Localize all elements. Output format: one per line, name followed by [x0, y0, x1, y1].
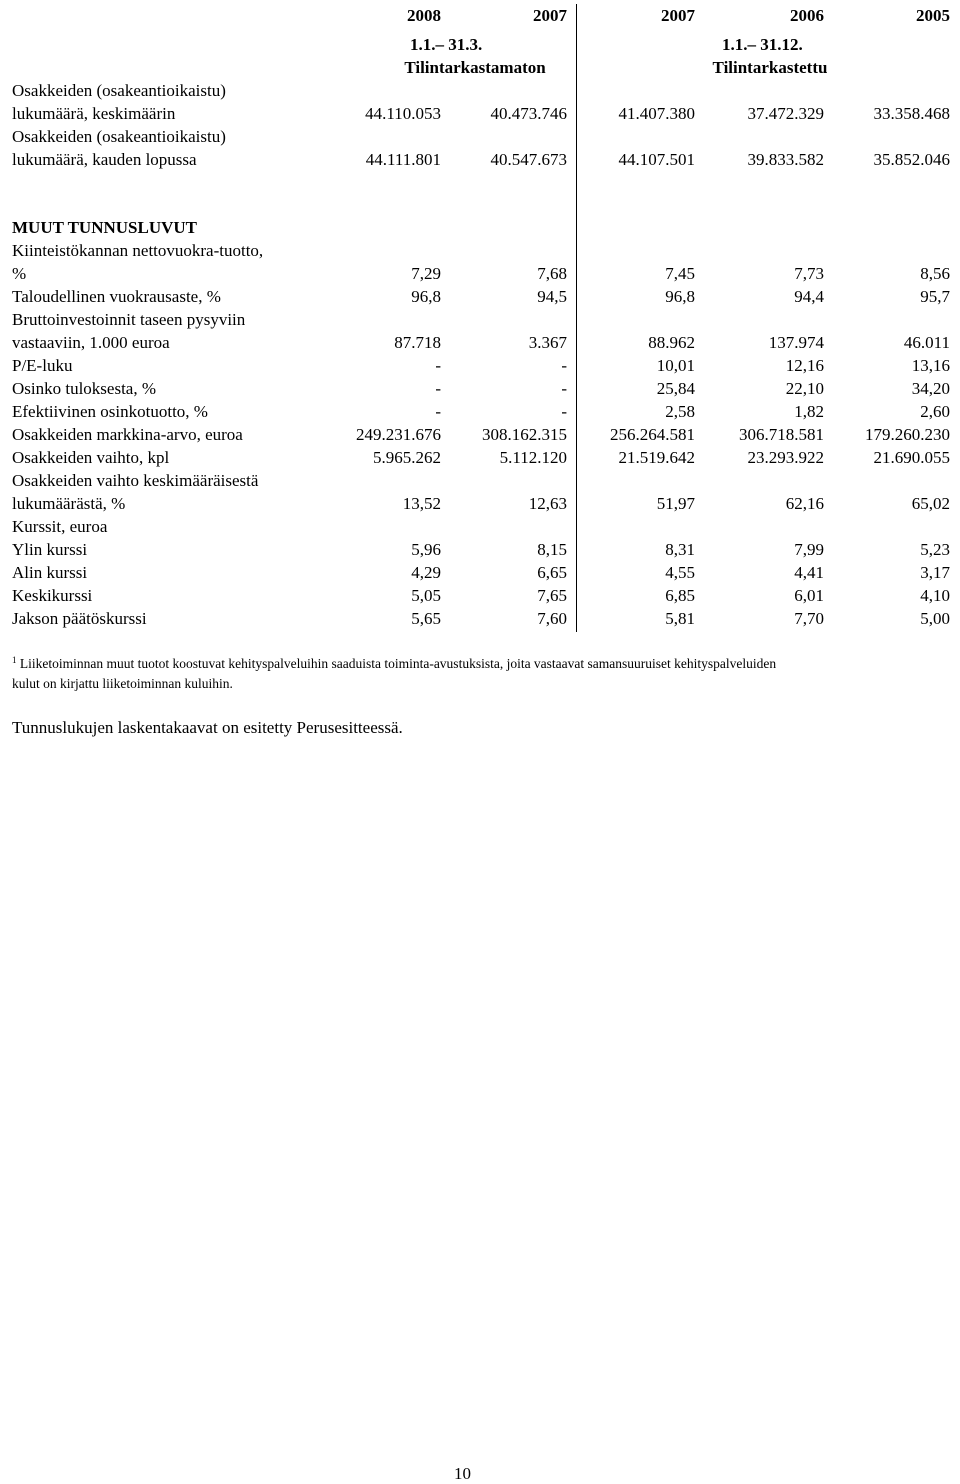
audit-status-right: Tilintarkastettu	[712, 58, 828, 77]
row-value: 35.852.046	[873, 150, 950, 169]
row-value: 6,01	[794, 586, 824, 605]
row-value: 51,97	[656, 494, 695, 513]
row-value: 13,52	[402, 494, 441, 513]
row-value: 94,5	[537, 287, 567, 306]
row-value: 8,15	[537, 540, 567, 559]
row-value: -	[561, 379, 567, 398]
year-header: 2007	[533, 6, 567, 25]
row-value: -	[435, 356, 441, 375]
row-value: 40.547.673	[490, 150, 567, 169]
row-value: 2,58	[665, 402, 695, 421]
row-value: 6,85	[665, 586, 695, 605]
row-value: 88.962	[648, 333, 695, 352]
row-label: Osakkeiden markkina-arvo, euroa	[12, 425, 243, 444]
row-value: 7,73	[794, 264, 824, 283]
row-value: 4,41	[794, 563, 824, 582]
row-value: 7,29	[411, 264, 441, 283]
row-value: 7,70	[794, 609, 824, 628]
row-value: 5.112.120	[499, 448, 567, 467]
row-value: 8,31	[665, 540, 695, 559]
period-divider	[576, 4, 577, 632]
row-value: 7,65	[537, 586, 567, 605]
row-value: -	[561, 356, 567, 375]
row-label: Taloudellinen vuokrausaste, %	[12, 287, 221, 306]
row-value: 3.367	[528, 333, 567, 352]
row-value: 5,05	[411, 586, 441, 605]
row-value: 4,10	[920, 586, 950, 605]
footnote-line-1: Liiketoiminnan muut tuotot koostuvat kehityspalveluihin saaduista toiminta-avustuksista, joita vastaavat samansuuruiset kehityspalveluiden	[19, 656, 777, 671]
row-value: 179.260.230	[865, 425, 950, 444]
row-label: MUUT TUNNUSLUVUT	[12, 218, 197, 237]
row-label: Keskikurssi	[12, 586, 93, 605]
row-value: 2,60	[920, 402, 950, 421]
footnote-line-2: kulut on kirjattu liiketoiminnan kuluihin.	[12, 676, 233, 691]
row-label: Osakkeiden vaihto, kpl	[12, 448, 170, 467]
row-label: lukumäärä, kauden lopussa	[12, 150, 197, 169]
row-value: 37.472.329	[747, 104, 824, 123]
row-value: 65,02	[911, 494, 950, 513]
row-label: %	[12, 264, 27, 283]
row-value: 94,4	[794, 287, 824, 306]
row-value: 25,84	[656, 379, 695, 398]
row-value: 5,96	[411, 540, 441, 559]
closing-note: Tunnuslukujen laskentakaavat on esitetty Perusesitteessä.	[12, 718, 403, 737]
row-value: 4,55	[665, 563, 695, 582]
year-header: 2008	[407, 6, 441, 25]
row-value: 1,82	[794, 402, 824, 421]
row-value: 308.162.315	[482, 425, 567, 444]
row-label: Jakson päätöskurssi	[12, 609, 147, 628]
row-value: 46.011	[903, 333, 950, 352]
row-label: Efektiivinen osinkotuotto, %	[12, 402, 208, 421]
period-left: 1.1.– 31.3.	[410, 35, 483, 54]
row-value: 39.833.582	[747, 150, 824, 169]
row-value: 44.107.501	[618, 150, 695, 169]
row-value: 7,68	[537, 264, 567, 283]
row-value: 137.974	[768, 333, 824, 352]
row-value: 95,7	[920, 287, 950, 306]
footnote-marker: 1	[12, 655, 17, 665]
row-label: vastaaviin, 1.000 euroa	[12, 333, 170, 352]
row-label: Osakkeiden (osakeantioikaistu)	[12, 81, 226, 100]
row-label: Osakkeiden vaihto keskimääräisestä	[12, 471, 259, 490]
row-value: 5.965.262	[373, 448, 441, 467]
row-label: P/E-luku	[12, 356, 73, 375]
row-value: 41.407.380	[618, 104, 695, 123]
audit-status-left: Tilintarkastamaton	[404, 58, 546, 77]
row-value: 5,81	[665, 609, 695, 628]
row-value: 5,65	[411, 609, 441, 628]
row-value: 6,65	[537, 563, 567, 582]
row-value: 33.358.468	[873, 104, 950, 123]
row-value: 256.264.581	[610, 425, 695, 444]
row-value: 21.690.055	[873, 448, 950, 467]
row-label: Bruttoinvestoinnit taseen pysyviin	[12, 310, 246, 329]
row-value: 22,10	[785, 379, 824, 398]
row-value: -	[435, 379, 441, 398]
row-value: 3,17	[920, 563, 950, 582]
row-label: Kiinteistökannan nettovuokra-tuotto,	[12, 241, 264, 260]
row-label: Osinko tuloksesta, %	[12, 379, 157, 398]
row-value: 306.718.581	[739, 425, 824, 444]
row-value: 34,20	[911, 379, 950, 398]
row-value: 23.293.922	[747, 448, 824, 467]
row-label: lukumäärä, keskimäärin	[12, 104, 176, 123]
row-value: 96,8	[665, 287, 695, 306]
row-value: 10,01	[656, 356, 695, 375]
row-label: Osakkeiden (osakeantioikaistu)	[12, 127, 226, 146]
row-value: 8,56	[920, 264, 950, 283]
row-value: 12,63	[528, 494, 567, 513]
row-value: 5,23	[920, 540, 950, 559]
row-value: 13,16	[911, 356, 950, 375]
row-value: -	[435, 402, 441, 421]
row-value: 249.231.676	[356, 425, 441, 444]
row-value: 7,60	[537, 609, 567, 628]
row-label: lukumäärästä, %	[12, 494, 126, 513]
row-label: Ylin kurssi	[12, 540, 88, 559]
row-value: 5,00	[920, 609, 950, 628]
period-right: 1.1.– 31.12.	[722, 35, 803, 54]
row-value: 96,8	[411, 287, 441, 306]
row-value: -	[561, 402, 567, 421]
row-value: 7,99	[794, 540, 824, 559]
row-value: 62,16	[785, 494, 824, 513]
page-number: 10	[454, 1464, 471, 1483]
row-value: 21.519.642	[618, 448, 695, 467]
row-value: 44.110.053	[365, 104, 441, 123]
row-value: 40.473.746	[490, 104, 567, 123]
row-value: 44.111.801	[365, 150, 441, 169]
year-header: 2006	[790, 6, 824, 25]
row-value: 7,45	[665, 264, 695, 283]
row-label: Kurssit, euroa	[12, 517, 108, 536]
row-value: 12,16	[785, 356, 824, 375]
row-value: 87.718	[394, 333, 441, 352]
footnote	[12, 654, 942, 694]
row-label: Alin kurssi	[12, 563, 88, 582]
year-header: 2005	[916, 6, 950, 25]
year-header: 2007	[661, 6, 695, 25]
row-value: 4,29	[411, 563, 441, 582]
